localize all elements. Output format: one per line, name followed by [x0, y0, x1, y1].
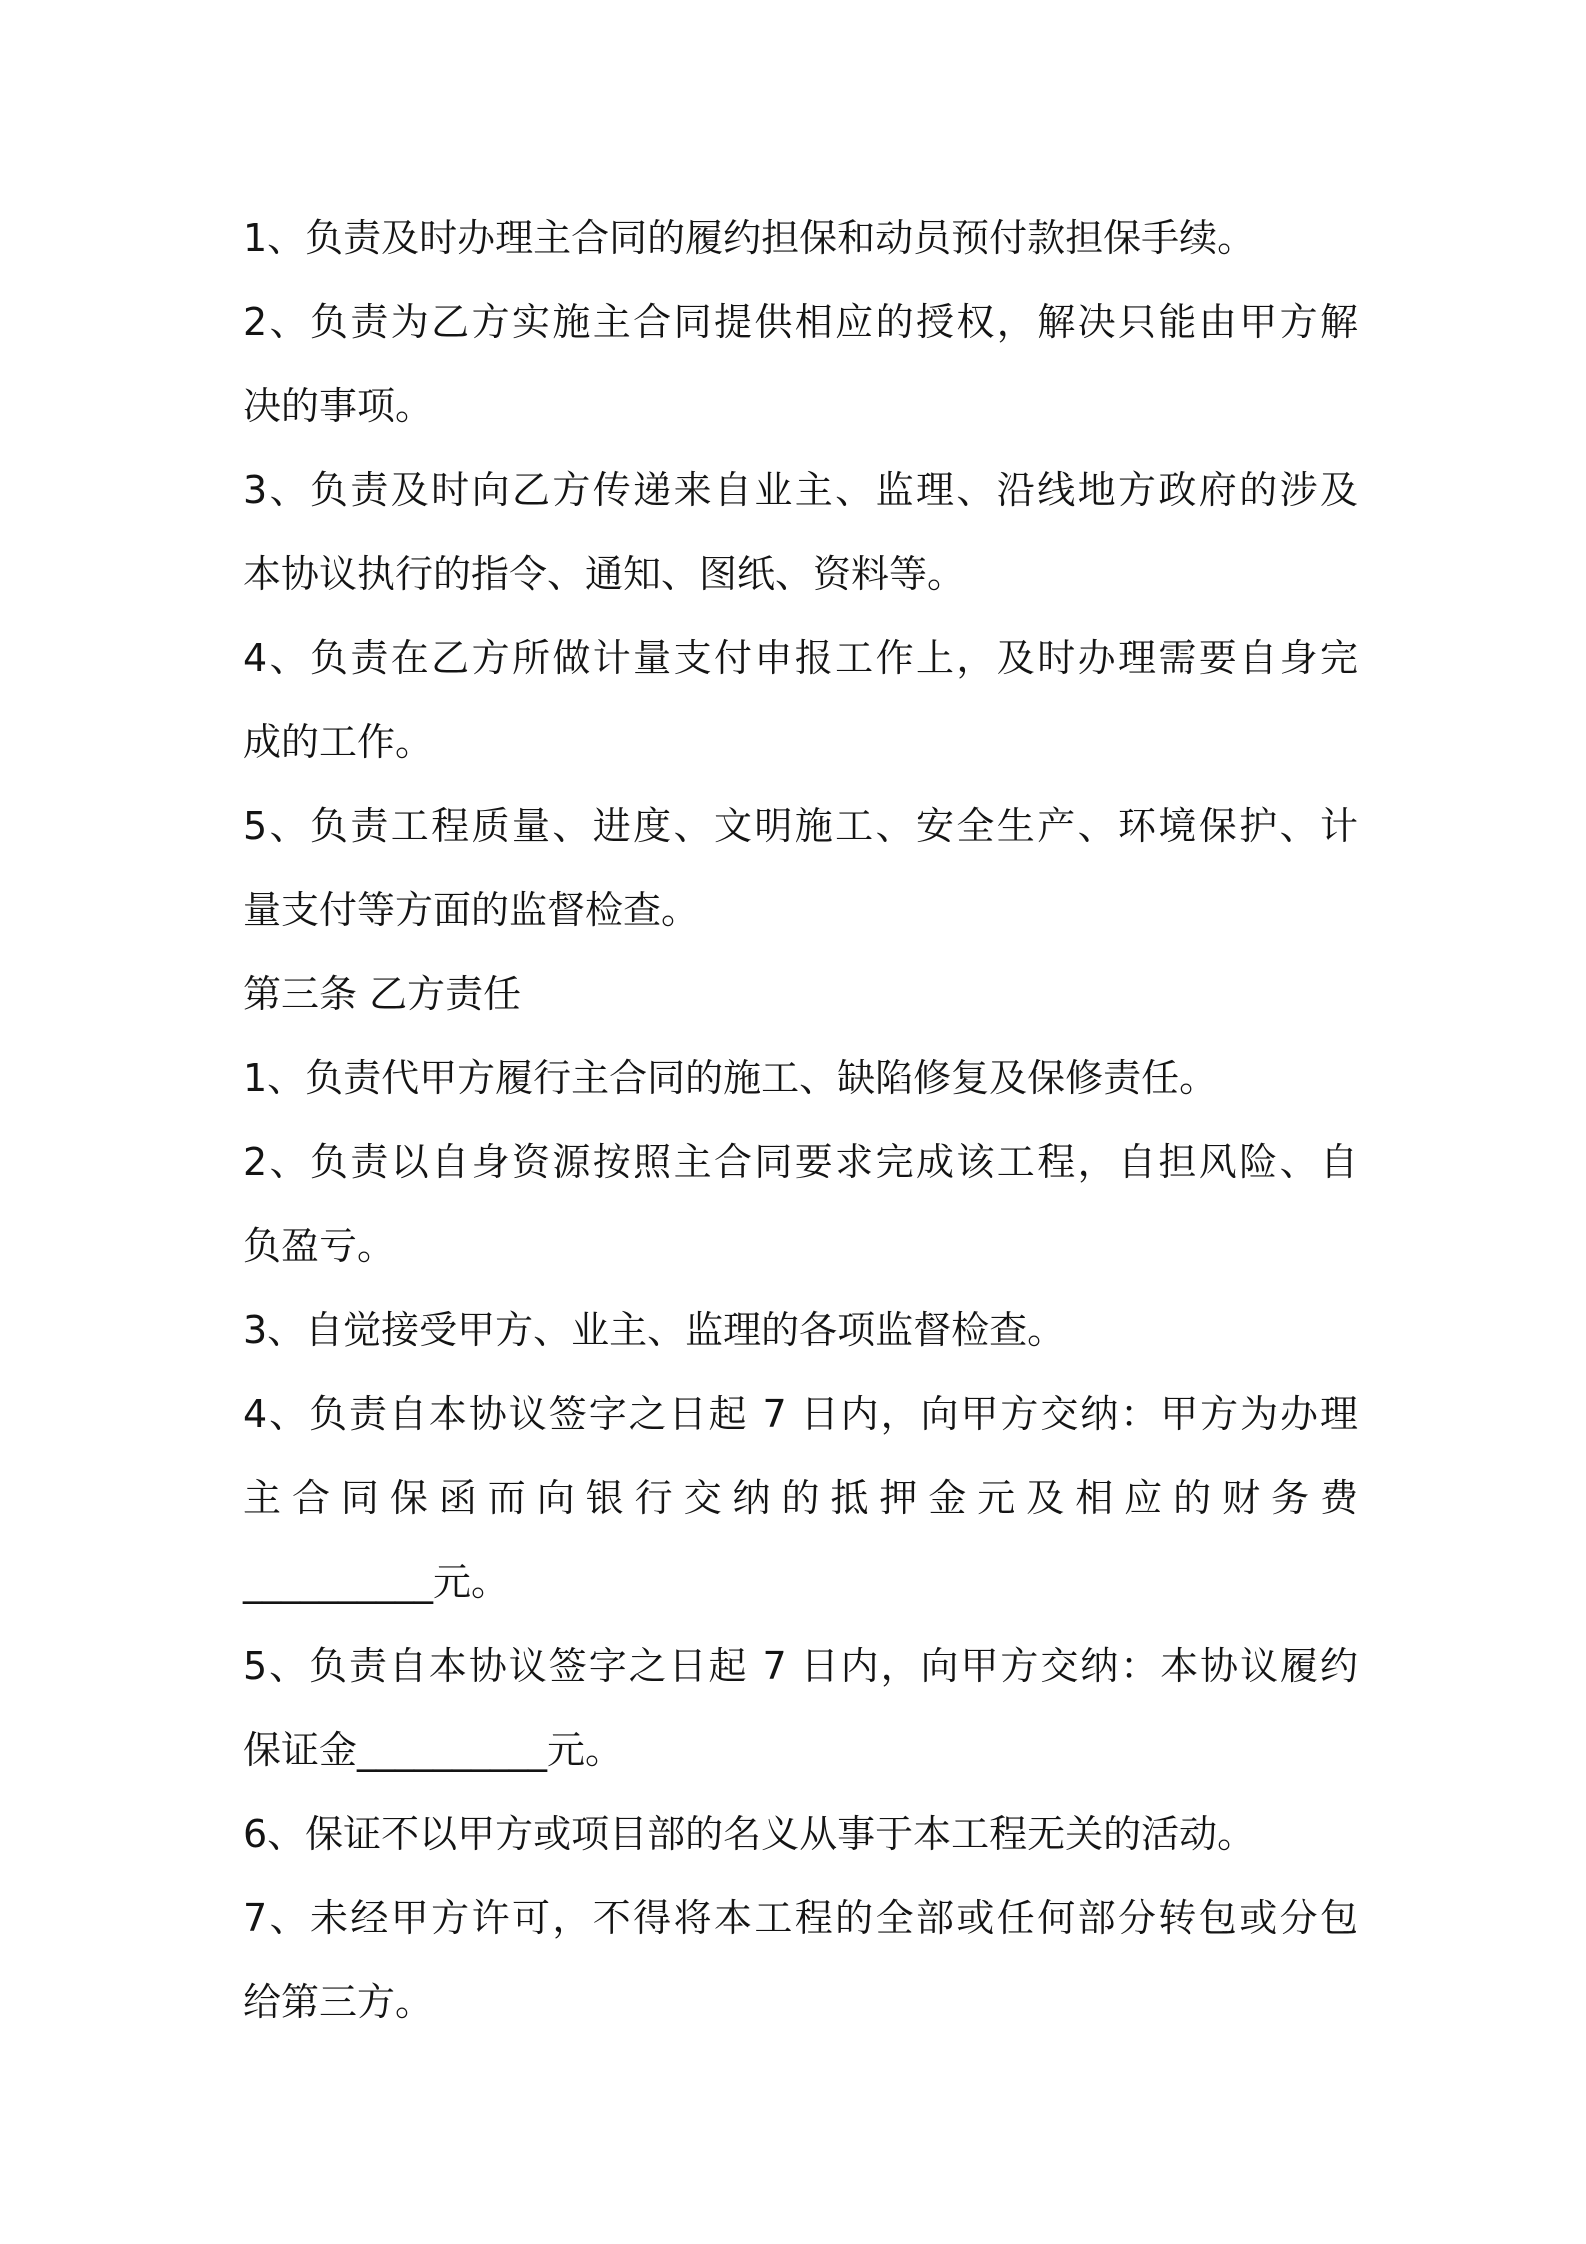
text-line: 2、负责以自身资源按照主合同要求完成该工程，自担风险、自 [243, 1140, 1358, 1184]
text-line: 给第三方。 [243, 1980, 434, 2024]
text-line: 负盈亏。 [243, 1224, 396, 1268]
text-line: __________元。 [243, 1560, 510, 1604]
section-heading: 第三条 乙方责任 [243, 972, 522, 1016]
text-line: 5、负责自本协议签字之日起 7 日内，向甲方交纳：本协议履约 [243, 1644, 1358, 1688]
text-line: 4、负责在乙方所做计量支付申报工作上，及时办理需要自身完 [243, 636, 1358, 680]
text-line: 量支付等方面的监督检查。 [243, 888, 700, 932]
text-line: 2、负责为乙方实施主合同提供相应的授权，解决只能由甲方解 [243, 300, 1358, 344]
text-line: 1、负责及时办理主合同的履约担保和动员预付款担保手续。 [243, 216, 1256, 260]
text-line: 7、未经甲方许可，不得将本工程的全部或任何部分转包或分包 [243, 1896, 1358, 1940]
text-line: 1、负责代甲方履行主合同的施工、缺陷修复及保修责任。 [243, 1056, 1218, 1100]
text-line: 成的工作。 [243, 720, 434, 764]
text-line: 5、负责工程质量、进度、文明施工、安全生产、环境保护、计 [243, 804, 1358, 848]
text-line: 主合同保函而向银行交纳的抵押金元及相应的财务费 [243, 1476, 1358, 1520]
text-line: 3、自觉接受甲方、业主、监理的各项监督检查。 [243, 1308, 1066, 1352]
text-line: 3、负责及时向乙方传递来自业主、监理、沿线地方政府的涉及 [243, 468, 1358, 512]
text-line: 保证金__________元。 [243, 1728, 624, 1772]
text-line: 4、负责自本协议签字之日起 7 日内，向甲方交纳：甲方为办理 [243, 1392, 1358, 1436]
text-line: 6、保证不以甲方或项目部的名义从事于本工程无关的活动。 [243, 1812, 1256, 1856]
document-body [243, 196, 1358, 2044]
text-line: 本协议执行的指令、通知、图纸、资料等。 [243, 552, 966, 596]
text-line: 决的事项。 [243, 384, 434, 428]
